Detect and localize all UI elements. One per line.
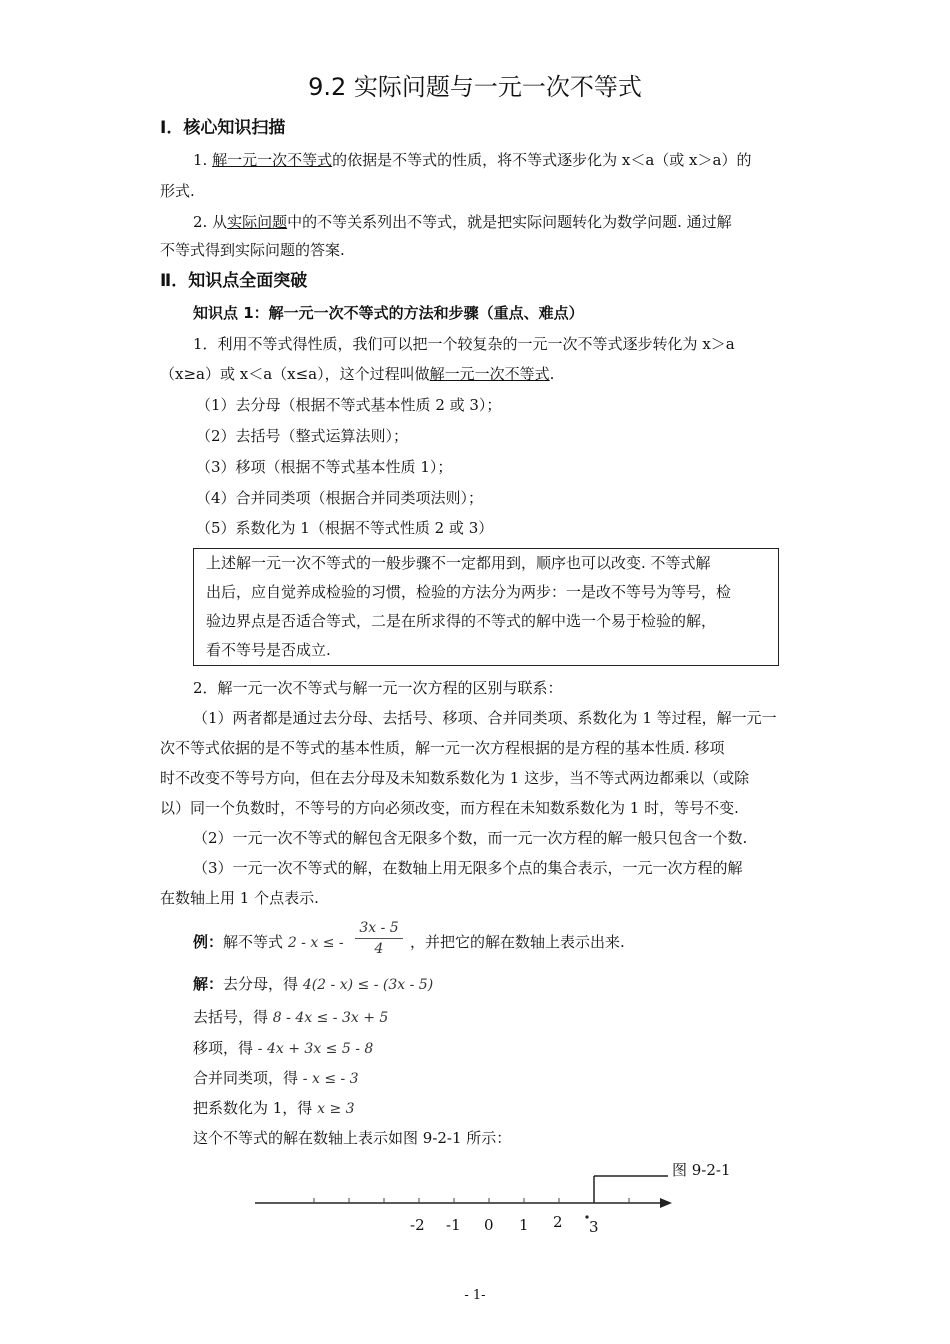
step-item: （5）系数化为 1（根据不等式性质 2 或 3） xyxy=(196,519,494,537)
step-math: 8 - 4x ≤ - 3x + 5 xyxy=(272,1010,389,1026)
method-line-1: 1．利用不等式得性质，我们可以把一个较复杂的一元一次不等式逐步转化为 x＞a xyxy=(193,335,735,353)
solution-label: 解： xyxy=(193,975,224,993)
underlined-term: 解一元一次不等式 xyxy=(212,151,333,169)
comparison-line: 以）同一个负数时，不等号的方向必须改变，而方程在未知数系数化为 1 时，等号不变. xyxy=(160,799,739,817)
comparison-heading: 2．解一元一次不等式与解一元一次方程的区别与联系： xyxy=(193,679,563,697)
comparison-line: （1）两者都是通过去分母、去括号、移项、合并同类项、系数化为 1 等过程，解一元一 xyxy=(193,709,777,727)
step-item: （2）去括号（整式运算法则）； xyxy=(196,427,409,445)
axis-label: 1 xyxy=(519,1216,529,1234)
paragraph-text: . xyxy=(549,365,555,383)
section-heading-2: Ⅱ．知识点全面突破 xyxy=(160,271,308,291)
comparison-line: 时不改变不等号方向，但在去分母及未知数系数化为 1 这步，当不等式两边都乘以（或除 xyxy=(160,769,750,787)
paragraph-text: （x≥a）或 x＜a（x≤a），这个过程叫做 xyxy=(160,365,430,383)
comparison-line: 次不等式依据的是不等式的基本性质，解一元一次方程根据的是方程的基本性质. 移项 xyxy=(160,739,725,757)
note-line: 出后，应自觉养成检验的习惯，检验的方法分为两步：一是改不等号为等号，检 xyxy=(206,583,732,601)
item-number: 1. xyxy=(193,151,208,169)
axis-label: -2 xyxy=(410,1216,425,1234)
step-text: 去括号，得 xyxy=(193,1008,269,1026)
example-label: 例： xyxy=(193,933,224,951)
step-math: 4(2 - x) ≤ - (3x - 5) xyxy=(302,977,434,993)
page-title: 9.2 实际问题与一元一次不等式 xyxy=(308,73,642,101)
inequality-lhs: 2 - x ≤ - xyxy=(287,935,344,951)
item-number: 2. 从 xyxy=(193,213,228,231)
step-math: - x ≤ - 3 xyxy=(302,1071,359,1087)
comparison-line: （3）一元一次不等式的解，在数轴上用无限多个点的集合表示，一元一次方程的解 xyxy=(193,859,743,877)
step-text: 去分母，得 xyxy=(223,975,299,993)
step-math: x ≥ 3 xyxy=(317,1101,355,1117)
paragraph-text: 中的不等关系列出不等式，就是把实际问题转化为数学问题. 通过解 xyxy=(287,213,732,231)
step-text: 把系数化为 1，得 xyxy=(193,1099,313,1117)
step-item: （4）合并同类项（根据合并同类项法则）； xyxy=(196,489,484,507)
figure-caption: 图 9-2-1 xyxy=(672,1161,731,1179)
comparison-line: （2）一元一次不等式的解包含无限多个数，而一元一次方程的解一般只包含一个数. xyxy=(193,829,748,847)
axis-arrow-icon xyxy=(660,1198,672,1208)
example-text: 解不等式 xyxy=(223,933,284,951)
axis-label: 2 xyxy=(553,1213,563,1231)
step-text: 合并同类项，得 xyxy=(193,1069,299,1087)
page-number: - 1- xyxy=(464,1288,486,1303)
section-heading-1: Ⅰ．核心知识扫描 xyxy=(160,118,286,138)
step-item: （1）去分母（根据不等式基本性质 2 或 3）； xyxy=(196,396,502,414)
fraction-denominator: 4 xyxy=(374,941,384,957)
scan-paragraph-2-cont: 不等式得到实际问题的答案. xyxy=(160,241,345,259)
step-math: - 4x + 3x ≤ 5 - 8 xyxy=(257,1041,374,1057)
note-line: 上述解一元一次不等式的一般步骤不一定都用到，顺序也可以改变. 不等式解 xyxy=(206,554,711,572)
underlined-term: 实际问题 xyxy=(227,213,288,231)
step-item: （3）移项（根据不等式基本性质 1）； xyxy=(196,458,453,476)
underlined-term: 解一元一次不等式 xyxy=(429,365,550,383)
fraction-numerator: 3x - 5 xyxy=(355,920,403,939)
knowledge-point-heading: 知识点 1：解一元一次不等式的方法和步骤（重点、难点） xyxy=(193,304,584,322)
step-text: 移项，得 xyxy=(193,1039,254,1057)
note-line: 验边界点是否适合等式，二是在所求得的不等式的解中选一个易于检验的解， xyxy=(206,612,717,630)
axis-label: 3 xyxy=(589,1218,599,1236)
axis-label: 0 xyxy=(484,1216,494,1234)
paragraph-text: 的依据是不等式的性质，将不等式逐步化为 x＜a（或 x＞a）的 xyxy=(332,151,752,169)
axis-label: -1 xyxy=(446,1216,461,1234)
figure-reference: 这个不等式的解在数轴上表示如图 9-2-1 所示： xyxy=(193,1129,512,1147)
scan-paragraph-1-cont: 形式. xyxy=(160,182,195,200)
example-post: ，并把它的解在数轴上表示出来. xyxy=(410,933,625,951)
note-line: 看不等号是否成立. xyxy=(206,641,331,659)
comparison-line: 在数轴上用 1 个点表示. xyxy=(160,889,319,907)
